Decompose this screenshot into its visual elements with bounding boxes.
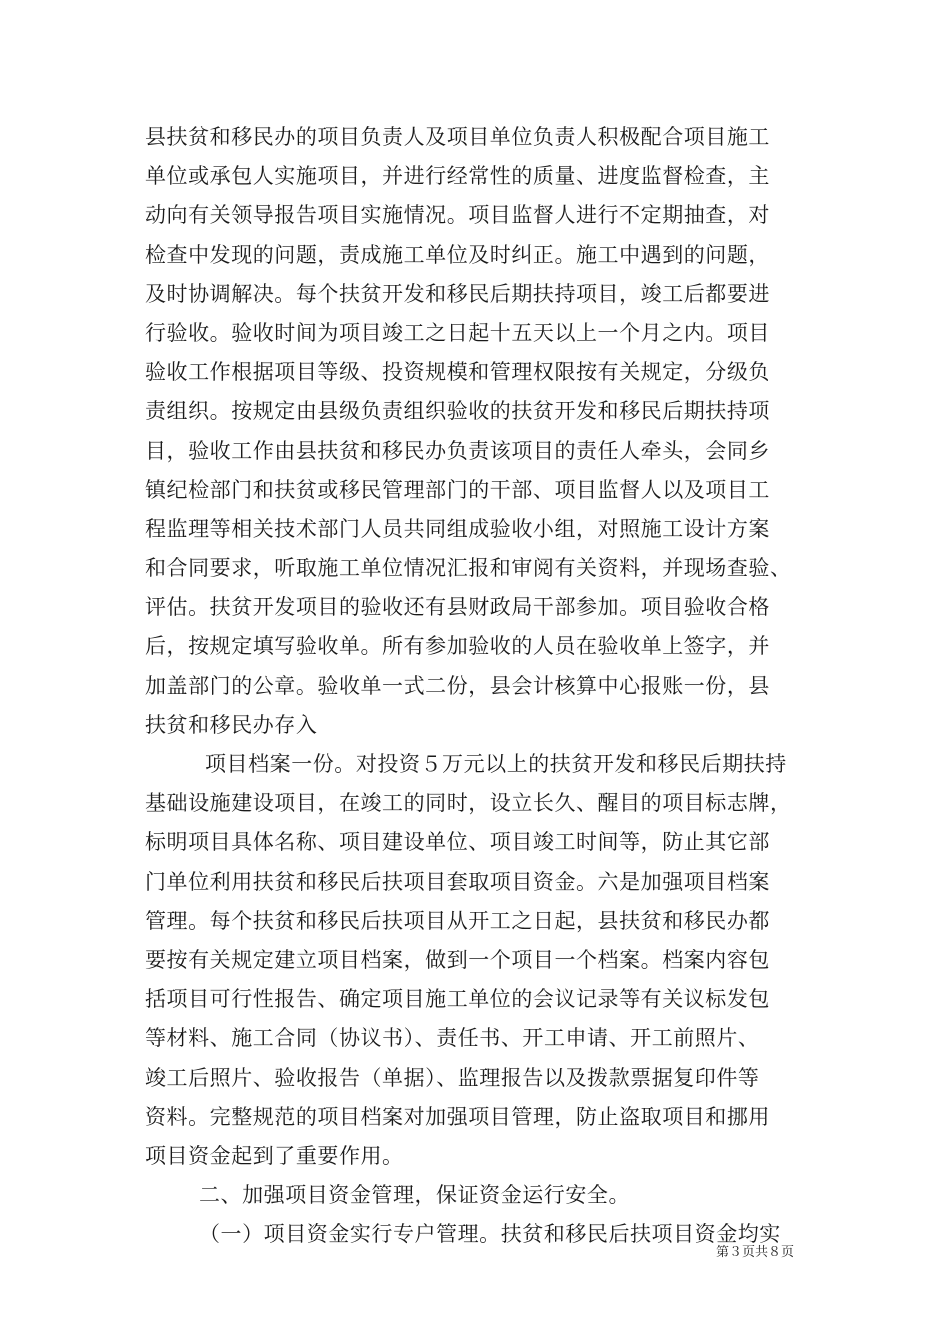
text-line: 验收工作根据项目等级、投资规模和管理权限按有关规定，分级负 [145, 360, 770, 385]
text-line: 项目资金起到了重要作用。 [145, 1143, 404, 1168]
text-line: 行验收。验收时间为项目竣工之日起十五天以上一个月之内。项目 [145, 320, 770, 345]
text-line: 资料。完整规范的项目档案对加强项目管理，防止盗取项目和挪用 [145, 1104, 770, 1129]
text-line: 评估。扶贫开发项目的验收还有县财政局干部参加。项目验收合格 [145, 595, 770, 620]
text-line: 括项目可行性报告、确定项目施工单位的会议记录等有关议标发包 [145, 987, 770, 1012]
text-line: 目，验收工作由县扶贫和移民办负责该项目的责任人牵头，会同乡 [145, 438, 770, 463]
text-line: 及时协调解决。每个扶贫开发和移民后期扶持项目，竣工后都要进 [145, 281, 770, 306]
text-line: 后，按规定填写验收单。所有参加验收的人员在验收单上签字，并 [145, 634, 770, 659]
text-line: 等材料、施工合同（协议书）、责任书、开工申请、开工前照片、 [145, 1026, 760, 1051]
page-number-footer: 第３页共８页 [716, 1245, 795, 1260]
text-line: 要按有关规定建立项目档案，做到一个项目一个档案。档案内容包 [145, 947, 770, 972]
section-heading: 二、加强项目资金管理，保证资金运行安全。 [199, 1183, 630, 1208]
text-line: 门单位利用扶贫和移民后扶项目套取项目资金。六是加强项目档案 [145, 869, 770, 894]
text-line: 镇纪检部门和扶贫或移民管理部门的干部、项目监督人以及项目工 [145, 477, 770, 502]
subsection-heading: （一）项目资金实行专户管理。扶贫和移民后扶项目资金均实 [199, 1222, 781, 1247]
paragraph-first-line: 项目档案一份。对投资５万元以上的扶贫开发和移民后期扶持 [205, 752, 787, 776]
text-line: 管理。每个扶贫和移民后扶项目从开工之日起，县扶贫和移民办都 [145, 908, 770, 933]
text-line: 程监理等相关技术部门人员共同组成验收小组，对照施工设计方案 [145, 516, 770, 541]
text-line: 县扶贫和移民办的项目负责人及项目单位负责人积极配合项目施工 [145, 125, 770, 149]
body-text [145, 118, 813, 1254]
text-line: 责组织。按规定由县级负责组织验收的扶贫开发和移民后期扶持项 [145, 399, 770, 424]
text-line: 检查中发现的问题，责成施工单位及时纠正。施工中遇到的问题， [145, 242, 770, 267]
text-line: 动向有关领导报告项目实施情况。项目监督人进行不定期抽查，对 [145, 203, 770, 228]
text-line: 和合同要求，听取施工单位情况汇报和审阅有关资料，并现场查验、 [145, 556, 792, 581]
text-line: 单位或承包人实施项目，并进行经常性的质量、进度监督检查，主 [145, 164, 770, 189]
text-line: 加盖部门的公章。验收单一式二份，县会计核算中心报账一份，县 [145, 673, 770, 698]
text-line: 标明项目具体名称、项目建设单位、项目竣工时间等，防止其它部 [145, 830, 770, 855]
text-line: 竣工后照片、验收报告（单据）、监理报告以及拨款票据复印件等 [145, 1065, 760, 1090]
text-line: 扶贫和移民办存入 [145, 712, 318, 737]
text-line: 基础设施建设项目，在竣工的同时，设立长久、醒目的项目标志牌， [145, 791, 792, 816]
